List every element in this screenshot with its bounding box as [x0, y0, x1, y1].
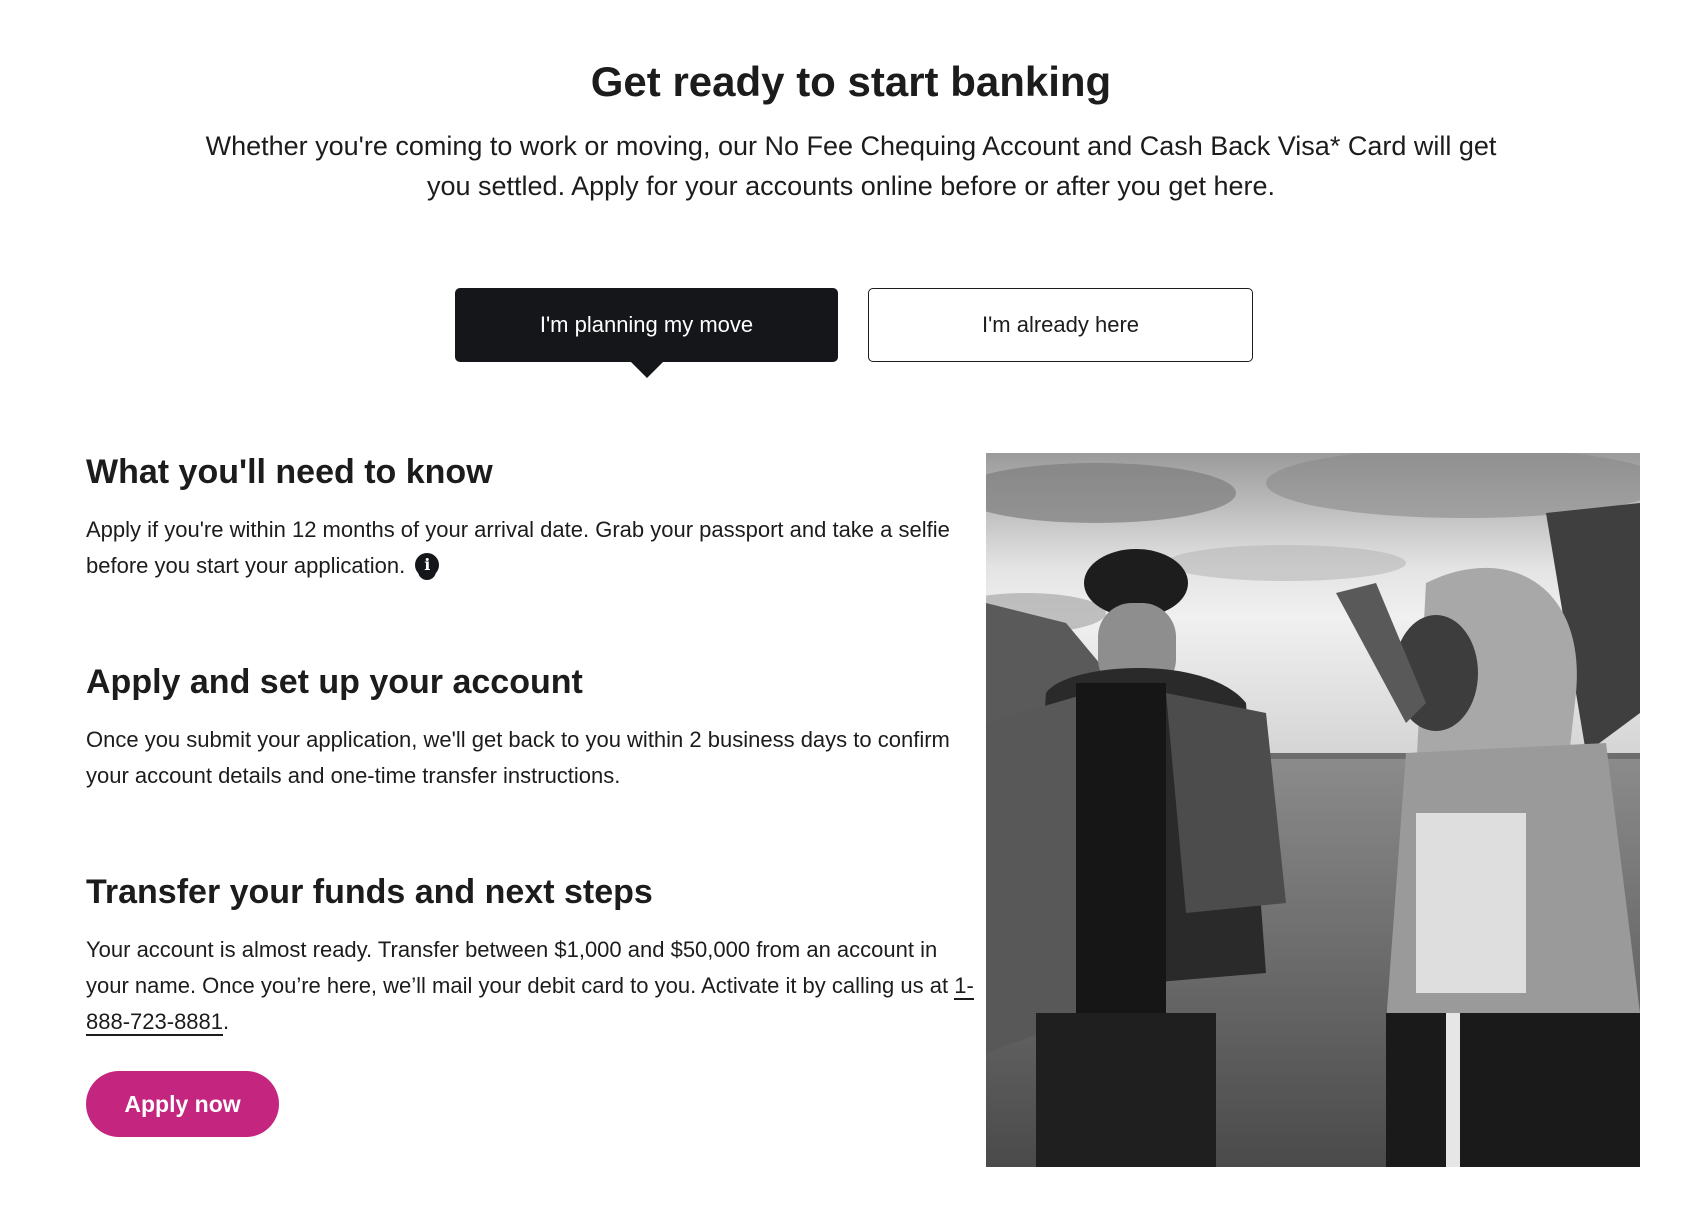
step-what-to-know	[86, 450, 986, 584]
step-heading: What you'll need to know	[86, 453, 493, 491]
apply-now-button[interactable]	[86, 1071, 279, 1137]
apply-now-label: Apply now	[124, 1090, 241, 1117]
tab-planning-move[interactable]	[455, 288, 838, 362]
hero-photo	[986, 453, 1640, 1167]
phone-link[interactable]: 1-888-723-8881	[86, 973, 974, 1034]
page-subtitle: Whether you're coming to work or moving, our No Fee Chequing Account and Cash Back Visa* Card will get you settled. Apply for your accounts online before or after you get here.	[205, 131, 1497, 201]
step-body	[86, 512, 986, 584]
step-body-text: Apply if you're within 12 months of your arrival date. Grab your passport and take a selfie before you start your application.	[86, 517, 950, 578]
journey-tabs	[0, 288, 1702, 378]
step-apply-setup	[86, 660, 986, 794]
tab-already-here[interactable]	[868, 288, 1253, 362]
page-title: Get ready to start banking	[590, 58, 1112, 105]
step-body: Once you submit your application, we'll get back to you within 2 business days to confirm your account details and one-time transfer instructions.	[86, 727, 950, 788]
step-heading: Transfer your funds and next steps	[86, 873, 653, 911]
step-transfer-funds	[86, 870, 986, 1040]
tab-already-here-label: I'm already here	[981, 312, 1140, 337]
tab-planning-move-label: I'm planning my move	[539, 312, 754, 337]
info-icon[interactable]: i	[415, 553, 439, 577]
step-body	[86, 932, 986, 1040]
step-body-text: Your account is almost ready. Transfer between $1,000 and $50,000 from an account in your name. Once you’re here, we’ll mail your debit card to you. Activate it by calling us at	[86, 937, 955, 998]
step-heading: Apply and set up your account	[86, 663, 583, 701]
people-celebrating-photo	[986, 453, 1640, 1167]
step-body-end: .	[223, 1009, 230, 1034]
